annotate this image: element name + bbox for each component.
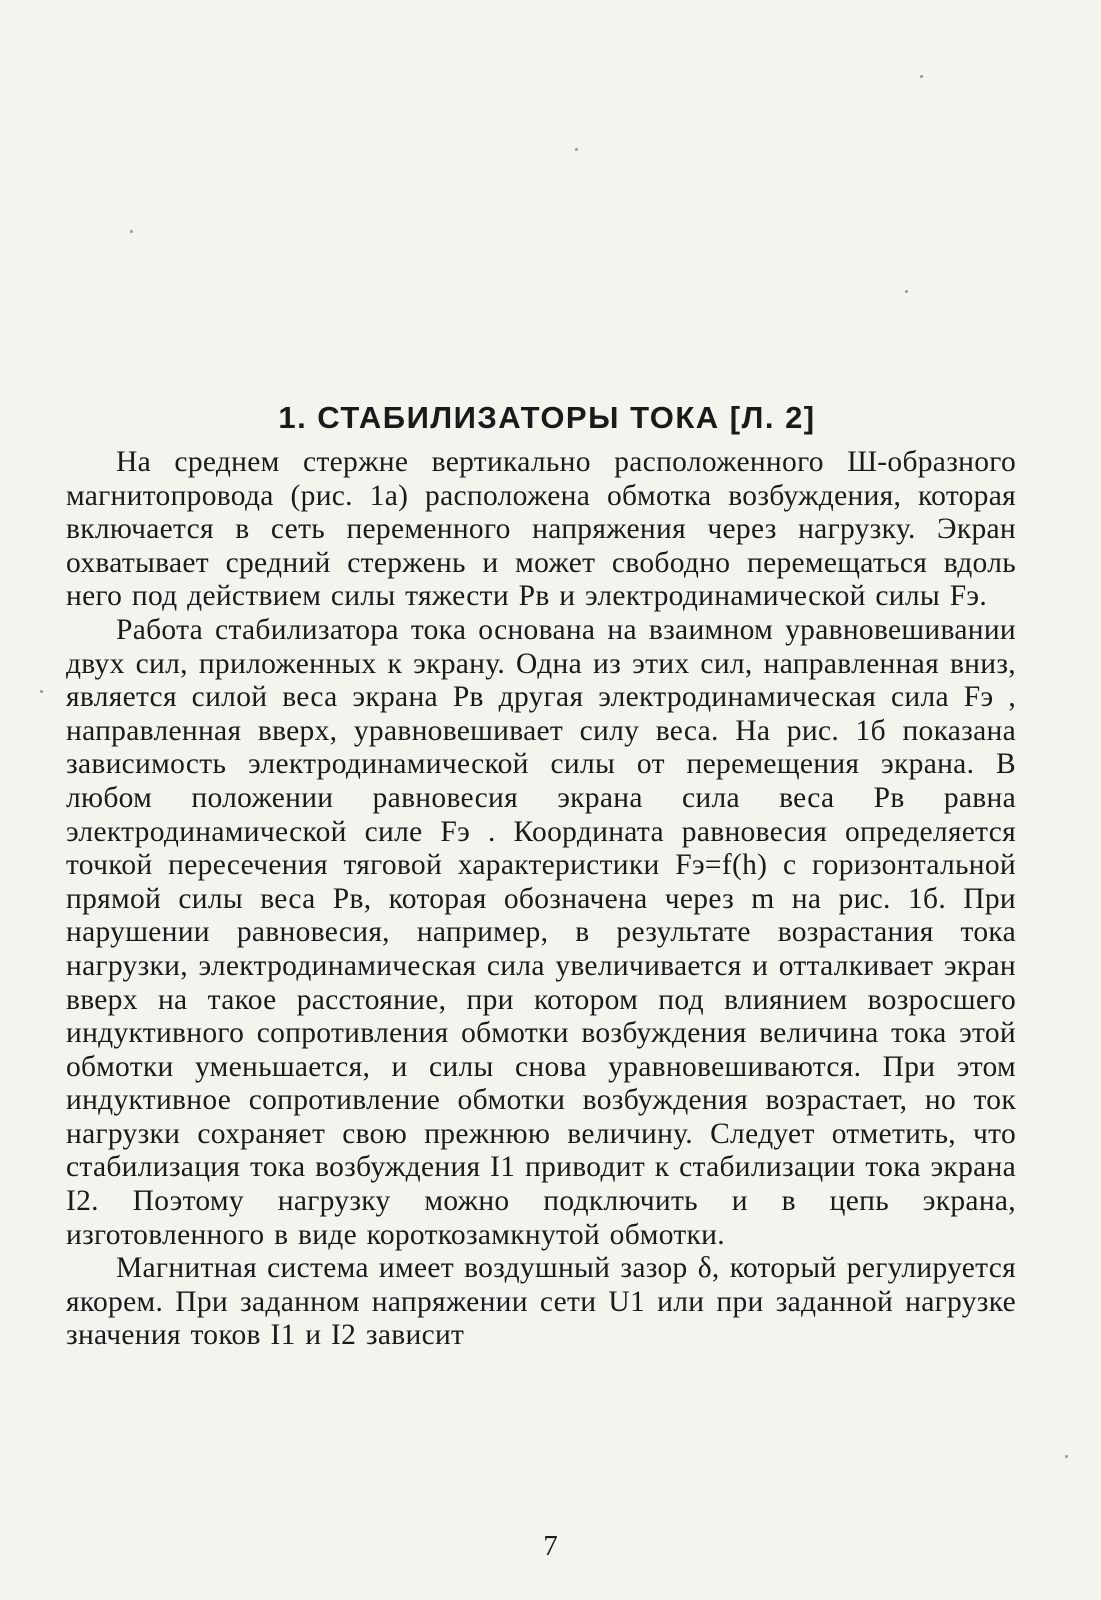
- section-heading: 1. СТАБИЛИЗАТОРЫ ТОКА [Л. 2]: [278, 400, 816, 435]
- page-number: 7: [543, 1530, 558, 1562]
- paragraph-2: Работа стабилизатора тока основана на взаимном уравновешивании двух сил, приложенных к экрану. Одна из этих сил, направленная вниз, является силой веса экрана Pв другая электродинамическая сила Fэ , направленная вверх, уравновешивает силу веса. На рис. 1б показана зависимость электродинамической силы от перемещения экрана. В любом положении равновесия экрана сила веса Pв равна электродинамической силе Fэ . Координата равновесия определяется точкой пересечения тяговой характеристики Fэ=f(h) с горизонтальной прямой силы веса Pв, которая обозначена через m на рис. 1б. При нарушении равновесия, например, в результате возрастания тока нагрузки, электродинамическая сила увеличивается и отталкивает экран вверх на такое расстояние, при котором под влиянием возросшего индуктивного сопротивления обмотки возбуждения величина тока этой обмотки уменьшается, и силы снова уравновешиваются. При этом индуктивное сопротивление обмотки возбуждения возрастает, но ток нагрузки сохраняет свою прежнюю величину. Следует отметить, что стабилизация тока возбуждения I1 приводит к стабилизации тока экрана I2. Поэтому нагрузку можно подключить и в цепь экрана, изготовленного в виде короткозамкнутой обмотки.: [66, 613, 1016, 1251]
- paragraph-1: На среднем стержне вертикально расположенного Ш-образного магнитопровода (рис. 1а) расположена обмотка возбуждения, которая включается в сеть переменного напряжения через нагрузку. Экран охватывает средний стержень и может свободно перемещаться вдоль него под действием силы тяжести Pв и электродинамической силы Fэ.: [66, 446, 1016, 613]
- document-page: [66, 400, 1016, 1353]
- paragraph-3: Магнитная система имеет воздушный зазор δ, который регулируется якорем. При заданном напряжении сети U1 или при заданной нагрузке значения токов I1 и I2 зависит: [66, 1252, 1016, 1352]
